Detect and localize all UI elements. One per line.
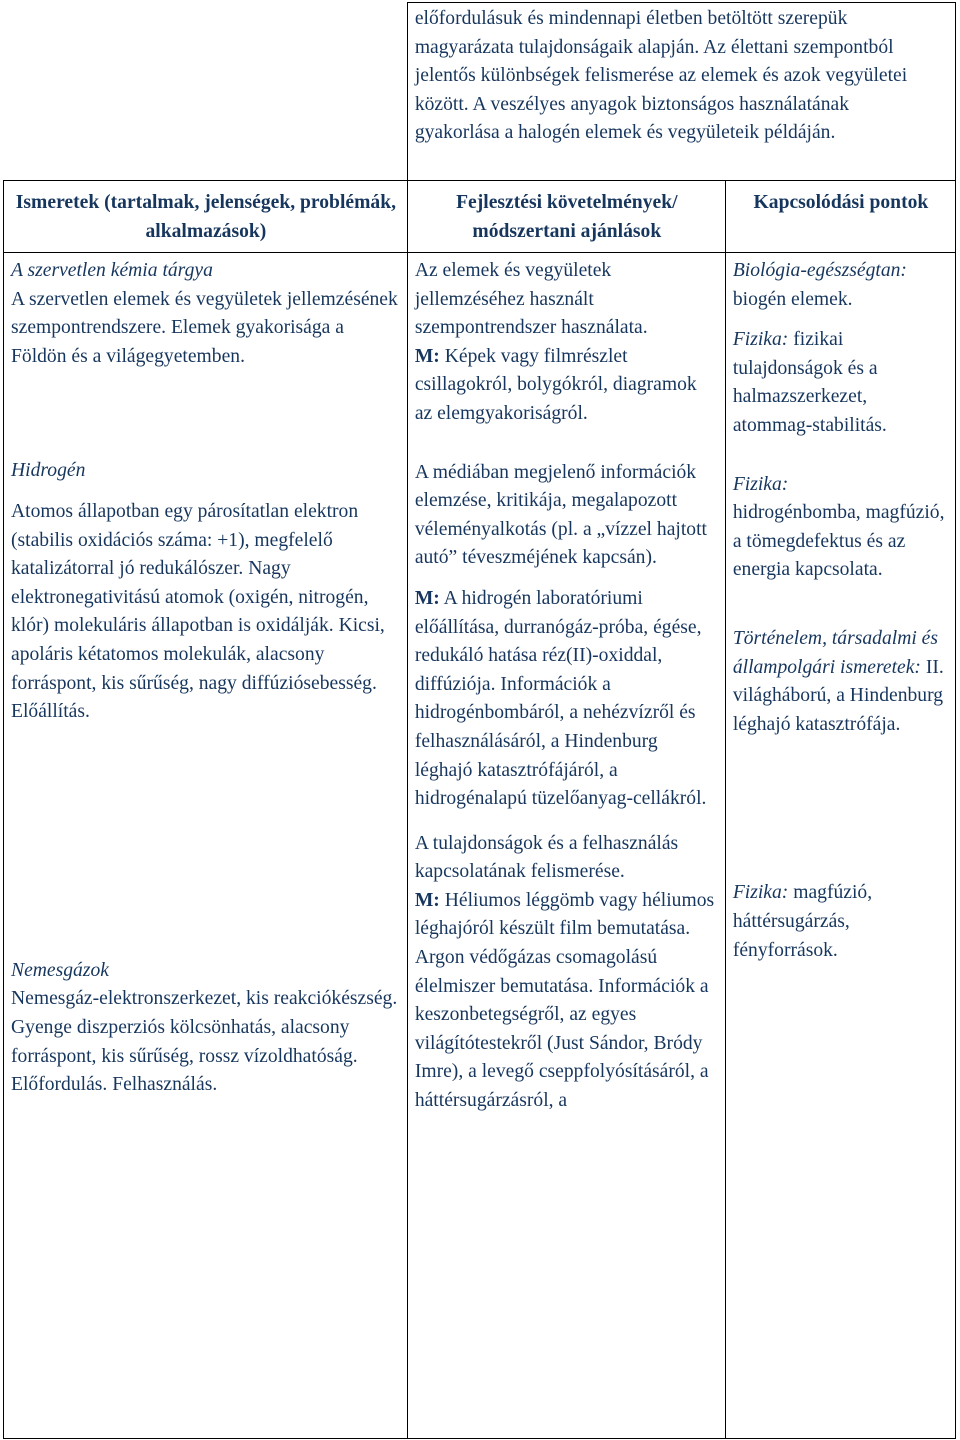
link-physics-3 xyxy=(733,879,949,965)
method-noble-text: Héliumos léggömb vagy héliumos léghajóról készült film bemutatása. Argon védőgázas csomagolású élelmiszer bemutatása. Információk a keszonbetegségről, az egyes világítótestekről (Just Sándor, Bródy Imre), a levegő cseppfolyósításáról, a háttérsugárzásról, a xyxy=(414,889,715,1112)
header-col2 xyxy=(407,181,725,253)
link-physics-2-label: Fizika: xyxy=(732,473,789,495)
link-physics-1-text: fizikai tulajdonságok és a halmazszerkezet, atommag-stabilitás. xyxy=(732,329,887,436)
intro-row xyxy=(4,3,956,181)
link-physics-2-text: hidrogénbomba, magfúzió, a tömegdefektus és az energia kapcsolata. xyxy=(732,502,945,581)
dev-inorganic-text: Az elemek és vegyületek jellemzéséhez használt szempontrendszer használata. xyxy=(414,260,648,339)
curriculum-document xyxy=(3,2,956,1438)
dev-noble-text: A tulajdonságok és a felhasználás kapcsolatának felismerése. xyxy=(414,832,679,883)
section-title-inorganic: A szervetlen kémia tárgya xyxy=(11,260,213,281)
header-col1 xyxy=(4,181,408,253)
content-row xyxy=(4,253,956,1439)
link-history-text: világháború, a Hindenburg léghajó katasztrófája. xyxy=(732,685,944,735)
link-physics-1-label: Fizika: xyxy=(732,329,789,351)
header-col3 xyxy=(725,181,955,253)
method-hydrogen xyxy=(415,585,719,814)
link-physics-3-text: magfúzió, háttérsugárzás, fényforrások. xyxy=(732,882,873,961)
header-row xyxy=(4,181,956,253)
header-col1-text: Ismeretek (tartalmak, jelenségek, problémák, alkalmazások) xyxy=(15,192,396,242)
section-title-noble-gases: Nemesgázok xyxy=(11,959,109,981)
section-body-hydrogen: Atomos állapotban egy párosítatlan elektron (stabilis oxidációs száma: +1), megfelelő katalizátorral jó redukálószer. Nagy elektronegativitású atomok (oxigén, nitrogén, klór) molekuláris állapotban is oxidálják. Kicsi, apoláris kétatomos molekulák, alacsony forráspont, kis sűrűség, nagy diffúziósebesség. Előállítás. xyxy=(11,500,385,723)
link-history-label: Történelem, társadalmi és állampolgári ismeretek: xyxy=(732,627,939,678)
method-label: M: xyxy=(414,889,440,911)
link-physics-1 xyxy=(733,326,949,440)
section-title-hydrogen: Hidrogén xyxy=(11,460,86,482)
link-history xyxy=(733,625,949,739)
intro-cell xyxy=(407,3,955,181)
method-label: M: xyxy=(414,345,440,367)
link-history-number: II. xyxy=(920,656,944,678)
link-biology xyxy=(733,257,949,314)
method-noble xyxy=(415,887,719,1116)
section-body-inorganic: A szervetlen elemek és vegyületek jellemzésének szempontrendszere. Elemek gyakorisága a Földön és a világegyetemben. xyxy=(11,288,398,367)
intro-text: előfordulásuk és mindennapi életben betöltött szerepük magyarázata tulajdonságaik alapján. Az élettani szempontból jelentős különbségek felismerése az elemek és azok vegyületei között. A veszélyes anyagok biztonságos használatának gyakorlása a halogén elemek és vegyületeik példáján. xyxy=(414,8,908,144)
intro-empty-cell xyxy=(4,3,408,181)
link-biology-label: Biológia-egészségtan: xyxy=(732,260,907,281)
section-body-noble-gases: Nemesgáz-elektronszerkezet, kis reakciókészség. Gyenge diszperziós kölcsönhatás, alacsony forráspont, kis sűrűség, rossz vízoldhatóság. Előfordulás. Felhasználás. xyxy=(11,988,398,1096)
curriculum-table xyxy=(3,2,956,1439)
method-inorganic xyxy=(415,343,719,429)
link-physics-3-label: Fizika: xyxy=(732,882,789,904)
method-hydrogen-text: A hidrogén laboratóriumi előállítása, durranógáz-próba, égése, redukáló hatása réz(II)-oxiddal, diffúziója. Információk a hidrogénbombáról, a nehézvízről és felhasználásáról, a Hindenburg léghajó katasztrófájáról, a hidrogénalapú tüzelőanyag-cellákról. xyxy=(414,587,707,810)
method-label: M: xyxy=(414,587,440,609)
content-col1 xyxy=(4,253,408,1439)
link-biology-text: biogén elemek. xyxy=(732,288,853,310)
content-col3 xyxy=(725,253,955,1439)
header-col2-text: Fejlesztési követelmények/ módszertani ajánlások xyxy=(456,192,678,242)
link-physics-2 xyxy=(733,471,949,585)
dev-hydrogen-text: A médiában megjelenő információk elemzése, kritikája, megalapozott véleményalkotás (pl. a „vízzel hajtott autó” téveszméjének kapcsán). xyxy=(414,461,707,569)
content-col2 xyxy=(407,253,725,1439)
method-inorganic-text: Képek vagy filmrészlet csillagokról, bolygókról, diagramok az elemgyakoriságról. xyxy=(414,345,697,424)
header-col3-text: Kapcsolódási pontok xyxy=(753,192,929,213)
